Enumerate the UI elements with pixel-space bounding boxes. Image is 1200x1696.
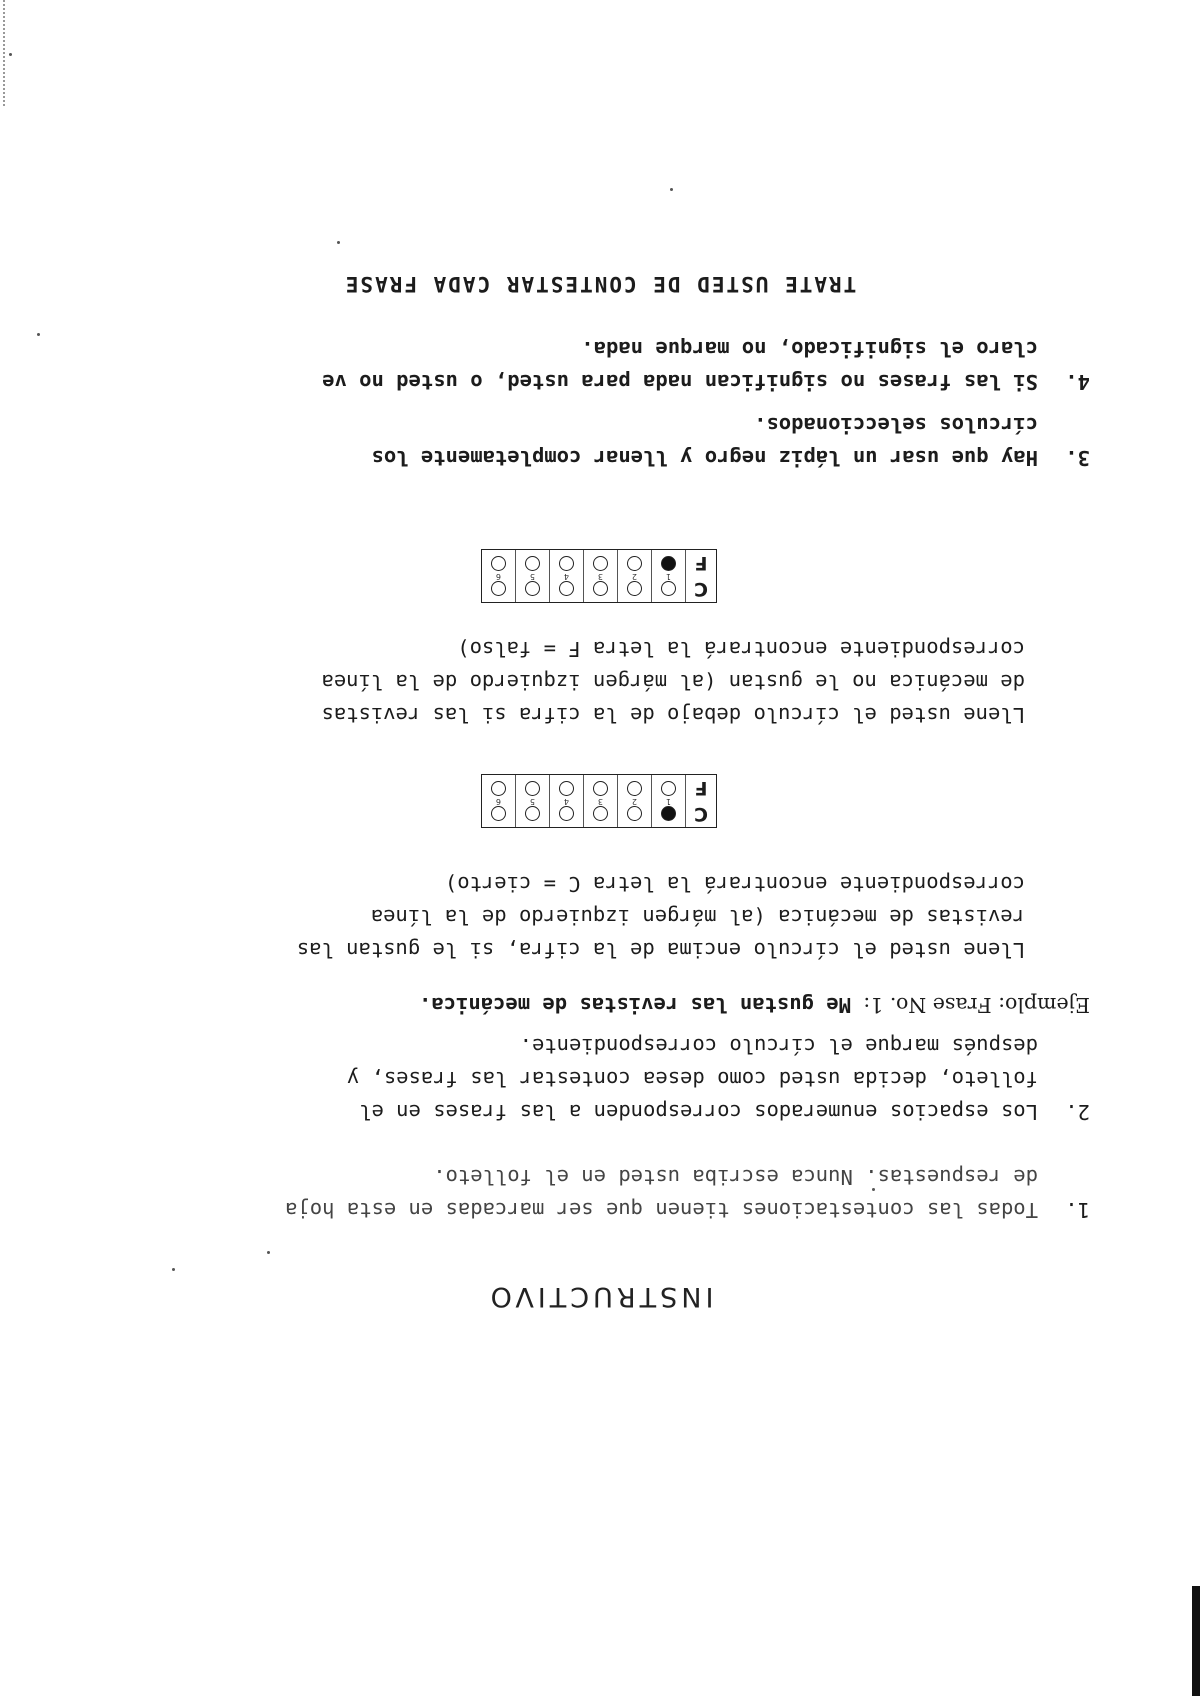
item-number: 1. xyxy=(1065,1198,1090,1222)
answer-circle[interactable] xyxy=(525,781,540,796)
answer-circle[interactable] xyxy=(627,581,642,596)
answer-circle[interactable] xyxy=(491,556,506,571)
row-label-c: C xyxy=(694,578,708,600)
column-number: 2 xyxy=(631,572,638,581)
scan-speck xyxy=(37,333,40,336)
column-number: 5 xyxy=(529,797,536,806)
answer-circle[interactable] xyxy=(525,581,540,596)
grid-column xyxy=(617,775,651,827)
answer-circle[interactable] xyxy=(491,581,506,596)
scan-speck xyxy=(9,53,12,56)
answer-circle[interactable] xyxy=(491,781,506,796)
example-sentence: Me gustan las revistas de mecánica. xyxy=(419,993,851,1017)
column-number: 1 xyxy=(665,572,672,581)
grid-column xyxy=(515,550,549,602)
column-number: 6 xyxy=(495,572,502,581)
grid-row-labels xyxy=(685,550,716,602)
answer-circle[interactable] xyxy=(559,806,574,821)
grid-column xyxy=(482,550,515,602)
scan-speck xyxy=(670,188,673,191)
row-label-f: F xyxy=(694,552,708,574)
scan-edge-shadow xyxy=(1192,1586,1200,1696)
item-text: Si las frases no significan nada para usted, o usted no ve claro el significado, no marque nada. xyxy=(322,337,1038,394)
item-number: 2. xyxy=(1065,1100,1090,1124)
answer-circle[interactable] xyxy=(593,781,608,796)
grid-column xyxy=(617,550,651,602)
grid-column xyxy=(549,550,583,602)
answer-circle[interactable] xyxy=(661,556,676,571)
grid-row-labels xyxy=(685,775,716,827)
column-number: 4 xyxy=(563,797,570,806)
example-label: Ejemplo: Frase No. 1: xyxy=(863,993,1090,1017)
column-number: 3 xyxy=(597,797,604,806)
item-number: 4. xyxy=(1065,370,1090,394)
answer-circle[interactable] xyxy=(559,556,574,571)
grid-column xyxy=(549,775,583,827)
answer-circle[interactable] xyxy=(627,556,642,571)
grid-column xyxy=(583,775,617,827)
column-number: 5 xyxy=(529,572,536,581)
grid-column xyxy=(583,550,617,602)
answer-circle[interactable] xyxy=(593,806,608,821)
column-number: 1 xyxy=(665,797,672,806)
answer-circle[interactable] xyxy=(491,806,506,821)
answer-circle[interactable] xyxy=(661,806,676,821)
answer-circle[interactable] xyxy=(559,781,574,796)
grid-column xyxy=(651,550,685,602)
answer-circle[interactable] xyxy=(525,806,540,821)
answer-circle[interactable] xyxy=(525,556,540,571)
answer-circle[interactable] xyxy=(559,581,574,596)
answer-circle[interactable] xyxy=(661,781,676,796)
row-label-c: C xyxy=(694,803,708,825)
grid-column xyxy=(651,775,685,827)
instruction-cierto: Llene usted el círculo encima de la cifra, si le gustan las revistas de mecánica (al márgen izquierdo de la línea correspondiente encontrará la letra C = cierto) xyxy=(296,872,1025,962)
row-label-f: F xyxy=(694,777,708,799)
answer-circle[interactable] xyxy=(661,581,676,596)
answer-grid-cierto xyxy=(481,774,717,828)
column-number: 4 xyxy=(563,572,570,581)
answer-circle[interactable] xyxy=(593,556,608,571)
item-text: Todas las contestaciones tienen que ser marcadas en esta hoja de respuestas. Nunca escriba usted en el folleto. xyxy=(285,1165,1038,1222)
instruction-falso: Llene usted el círculo debajo de la cifra si las revistas de mecánica no le gustan (al márgen izquierdo de la línea correspondiente encontrará la letra F = falso) xyxy=(321,637,1025,727)
grid-column xyxy=(515,775,549,827)
scan-speck xyxy=(172,1268,175,1271)
column-number: 6 xyxy=(495,797,502,806)
column-number: 2 xyxy=(631,797,638,806)
grid-column xyxy=(482,775,515,827)
item-text: Los espacios enumerados corresponden a las frases en el folleto, decida usted como desea contestar las frases, y después marque el círculo correspondiente. xyxy=(346,1034,1038,1124)
scan-edge-dots xyxy=(0,0,5,106)
scan-speck xyxy=(337,241,340,244)
item-number: 3. xyxy=(1065,446,1090,470)
item-text: Hay que usar un lápiz negro y llenar completamente los círculos seleccionados. xyxy=(371,413,1038,470)
column-number: 3 xyxy=(597,572,604,581)
example-line xyxy=(250,988,1090,1021)
answer-circle[interactable] xyxy=(593,581,608,596)
scan-speck xyxy=(267,1251,270,1254)
page-title: INSTRUCTIVO xyxy=(486,1281,714,1312)
answer-circle[interactable] xyxy=(627,806,642,821)
answer-grid-falso xyxy=(481,549,717,603)
closing-instruction: TRATE USTED DE CONTESTAR CADA FRASE xyxy=(343,272,857,296)
answer-circle[interactable] xyxy=(627,781,642,796)
